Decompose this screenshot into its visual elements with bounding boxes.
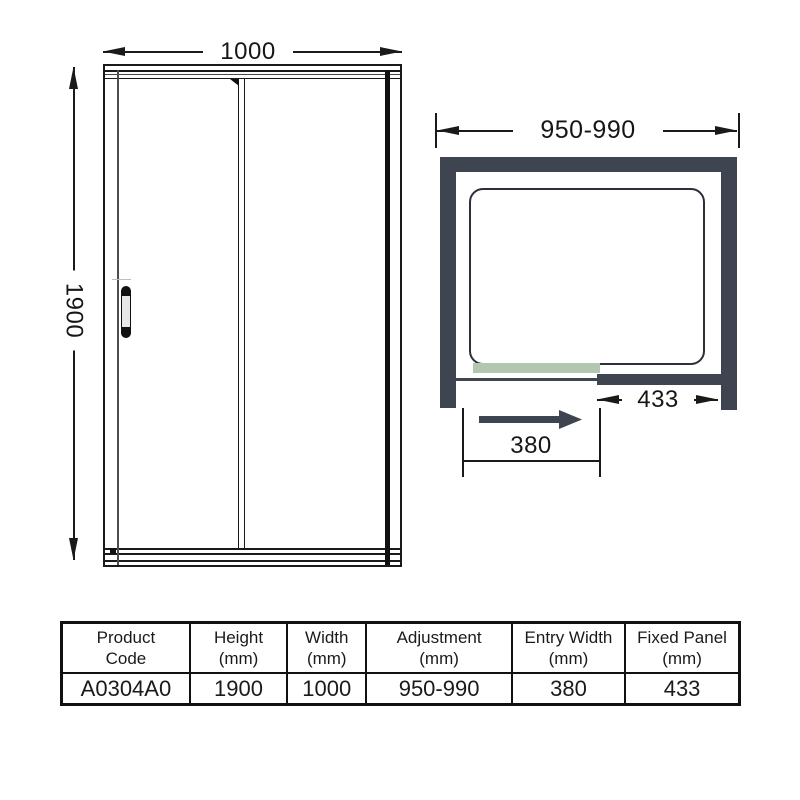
plan-view	[420, 90, 800, 510]
cell-height: 1900	[190, 673, 287, 705]
header-text: (mm)	[218, 649, 259, 668]
header-text: (mm)	[419, 649, 459, 668]
bottom-rail-line	[105, 553, 400, 555]
header-text: Fixed Panel	[637, 628, 727, 647]
adjustment-dim-tick-right	[738, 113, 740, 148]
center-divider-line	[244, 78, 246, 549]
right-post-inner-bar	[385, 70, 390, 565]
header-height	[190, 623, 287, 674]
door-handle	[121, 286, 131, 338]
slide-direction-arrow-icon	[479, 416, 561, 423]
entry-width-dimension-label: 380	[510, 432, 552, 459]
header-text: (mm)	[306, 649, 347, 668]
slide-direction-arrowhead-icon	[559, 410, 582, 429]
fixed-panel-dimension-label: 433	[622, 386, 694, 413]
bottom-guide	[110, 548, 116, 554]
bottom-rail-line	[105, 548, 400, 550]
header-text: Adjustment	[396, 628, 482, 647]
top-rail-line	[105, 70, 400, 72]
entry-width-dim-tick-left	[462, 408, 464, 477]
height-dim-arrow-down-icon	[69, 538, 78, 560]
header-entry-width	[512, 623, 625, 674]
adjustment-dim-arrow-right-icon	[715, 126, 737, 135]
header-text: Width	[305, 628, 349, 647]
fixed-panel-dim-arrow-right-icon	[696, 395, 718, 404]
spec-table-data-row	[62, 673, 740, 705]
width-dim-arrow-right-icon	[380, 47, 402, 56]
header-text: (mm)	[548, 649, 589, 668]
front-elevation-view	[0, 0, 430, 600]
fixed-panel-bar	[597, 374, 721, 385]
left-post-inner-line	[117, 70, 119, 565]
cell-adjustment: 950-990	[366, 673, 511, 705]
header-text: (mm)	[662, 649, 702, 668]
top-rail-line	[105, 78, 400, 80]
header-adjustment	[366, 623, 511, 674]
shower-tray	[469, 188, 705, 365]
width-dim-arrow-left-icon	[103, 47, 125, 56]
header-width	[287, 623, 366, 674]
cell-entry-width: 380	[512, 673, 625, 705]
header-text: Code	[105, 649, 147, 668]
sliding-door-panel	[473, 363, 600, 373]
adjustment-dim-arrow-left-icon	[437, 126, 459, 135]
fixed-panel-dim-arrow-left-icon	[597, 395, 619, 404]
spec-table	[60, 621, 741, 706]
height-dimension-label: 1900	[61, 271, 88, 351]
wall-left	[440, 157, 456, 408]
wall-right	[721, 157, 737, 410]
entry-width-dimension-line	[462, 460, 600, 462]
header-product-code	[62, 623, 190, 674]
header-text: Height	[213, 628, 264, 647]
header-text: Entry Width	[524, 628, 613, 647]
header-text: Product	[96, 628, 156, 647]
cell-product-code: A0304A0	[62, 673, 190, 705]
glass-edge-line	[112, 279, 131, 280]
spec-table-header-row	[62, 623, 740, 674]
cell-fixed-panel: 433	[625, 673, 739, 705]
bottom-rail-line	[105, 560, 400, 562]
adjustment-dimension-label: 950-990	[513, 117, 663, 144]
header-fixed-panel	[625, 623, 739, 674]
top-rail-line	[105, 74, 400, 75]
entry-width-dim-tick-right	[599, 408, 601, 477]
wall-top	[440, 157, 737, 172]
width-dimension-label: 1000	[203, 38, 293, 65]
door-frame	[103, 64, 402, 567]
height-dim-arrow-up-icon	[69, 67, 78, 89]
center-divider-line	[238, 78, 240, 549]
door-track-line	[444, 378, 600, 381]
cell-width: 1000	[287, 673, 366, 705]
